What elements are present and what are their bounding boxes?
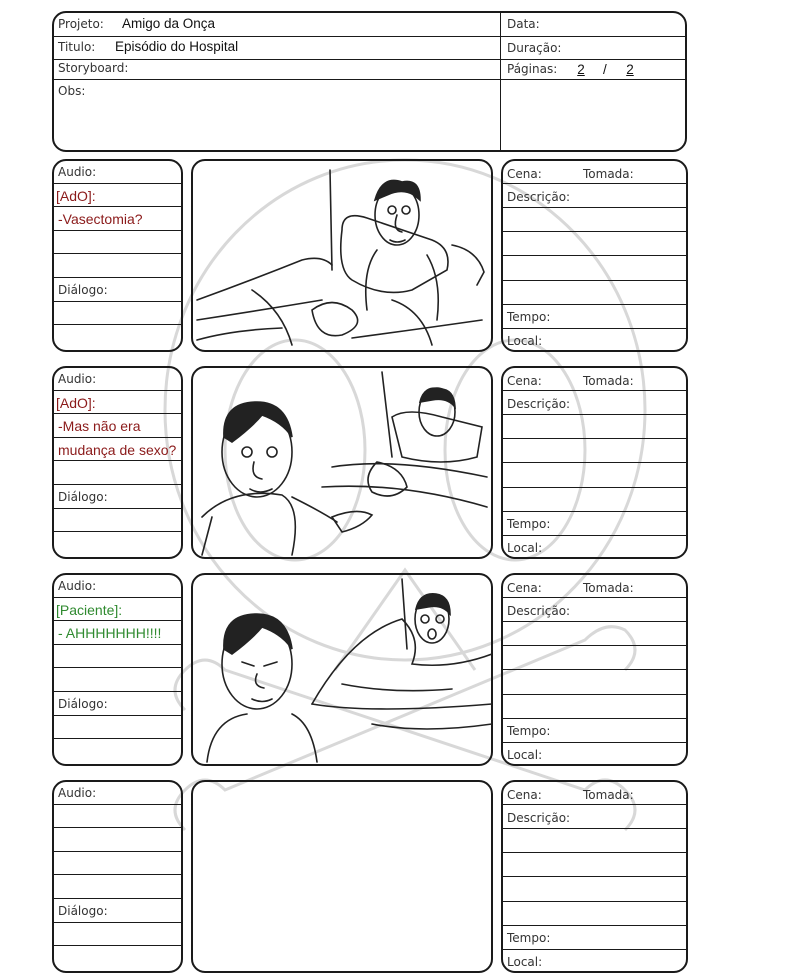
dialogue-line-2-1: -Mas não era [58, 418, 141, 434]
title-label: Titulo: [58, 40, 96, 54]
local-label-1: Local: [507, 334, 543, 348]
header-box [52, 11, 687, 152]
hair [375, 180, 420, 200]
speaker-1: [AdO]: [56, 188, 96, 204]
cena-label-1: Cena: [507, 167, 542, 181]
project-label: Projeto: [58, 17, 104, 31]
shoulders [366, 250, 439, 320]
audio-box-4 [52, 780, 183, 973]
audio-label-1: Audio: [58, 165, 97, 179]
dialogo-label-3: Diálogo: [58, 697, 108, 711]
tempo-label-4: Tempo: [507, 931, 551, 945]
panel-frame-4[interactable] [191, 780, 493, 973]
panel-1-drawing [192, 160, 492, 352]
tomada-label-1: Tomada: [583, 167, 634, 181]
local-label-3: Local: [507, 748, 543, 762]
page-total[interactable]: 2 [626, 62, 634, 77]
panel-2-drawing [192, 367, 492, 557]
dialogo-label-4: Diálogo: [58, 904, 108, 918]
duration-label: Duração: [507, 41, 562, 55]
local-label-4: Local: [507, 955, 543, 969]
page-separator: / [603, 62, 607, 77]
obs-label: Obs: [58, 84, 86, 98]
dialogue-line-2-2: mudança de sexo? [58, 441, 177, 458]
pillow [341, 216, 448, 293]
hands [312, 303, 358, 336]
descricao-label-3: Descrição: [507, 604, 571, 618]
panel-3-drawing [192, 574, 492, 764]
pages-label: Páginas: [507, 62, 558, 76]
cena-label-4: Cena: [507, 788, 542, 802]
descricao-label-4: Descrição: [507, 811, 571, 825]
wall-edge [382, 372, 392, 457]
patient-hands [368, 462, 407, 496]
title-value[interactable]: Episódio do Hospital [115, 39, 239, 54]
speaker-2: [AdO]: [56, 395, 96, 411]
tomada-label-3: Tomada: [583, 581, 634, 595]
doctor-hand [332, 511, 372, 532]
tempo-label-1: Tempo: [507, 310, 551, 324]
page-current[interactable]: 2 [577, 62, 585, 77]
dialogo-label-2: Diálogo: [58, 490, 108, 504]
blanket [197, 320, 482, 340]
speaker-3: [Paciente]: [56, 602, 123, 618]
dialogo-label-1: Diálogo: [58, 283, 108, 297]
tempo-label-2: Tempo: [507, 517, 551, 531]
wall-edge [330, 170, 332, 270]
local-label-2: Local: [507, 541, 543, 555]
pillow [392, 412, 482, 462]
date-label: Data: [507, 17, 540, 31]
tomada-label-2: Tomada: [583, 374, 634, 388]
descricao-label-2: Descrição: [507, 397, 571, 411]
dialogue-line-1-1: -Vasectomia? [58, 211, 143, 227]
dialogue-line-3-1: - AHHHHHHH!!!! [58, 625, 162, 641]
descricao-label-1: Descrição: [507, 190, 571, 204]
tempo-label-3: Tempo: [507, 724, 551, 738]
doctor-hair [224, 402, 292, 442]
storyboard-label: Storyboard: [58, 61, 129, 75]
audio-label-4: Audio: [58, 786, 97, 800]
audio-label-2: Audio: [58, 372, 97, 386]
cena-label-3: Cena: [507, 581, 542, 595]
audio-label-3: Audio: [58, 579, 97, 593]
cena-label-2: Cena: [507, 374, 542, 388]
project-value[interactable]: Amigo da Onça [122, 16, 216, 31]
tomada-label-4: Tomada: [583, 788, 634, 802]
